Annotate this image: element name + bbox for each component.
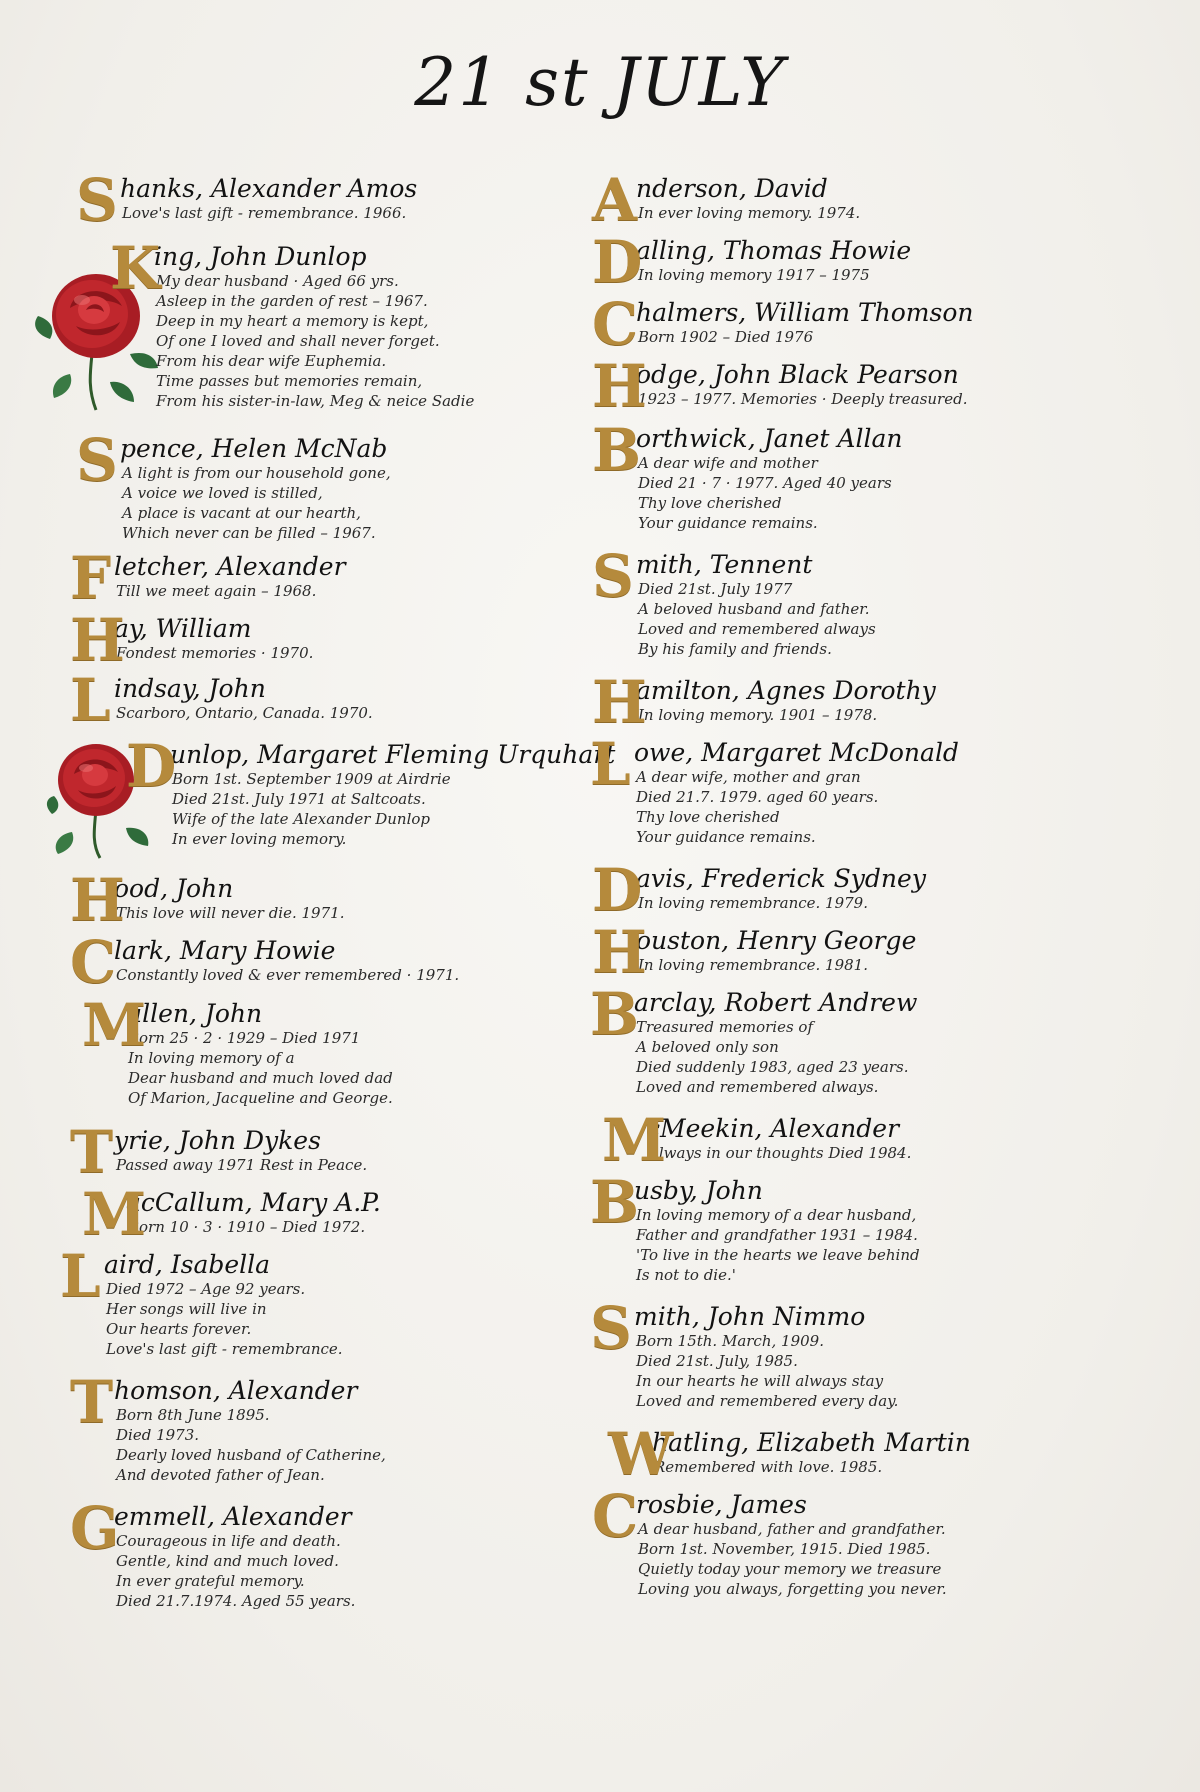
entry-name: ouston, Henry George xyxy=(636,926,917,955)
entry-name: hanks, Alexander Amos xyxy=(120,174,418,203)
illuminated-initial: M xyxy=(602,1106,667,1174)
entry-line: A light is from our household gone, xyxy=(122,464,391,482)
entry-line: My dear husband · Aged 66 yrs. xyxy=(156,272,399,290)
entry-name: ullen, John xyxy=(126,999,263,1028)
entry-line: Constantly loved & ever remembered · 1971. xyxy=(116,966,460,984)
memorial-entry xyxy=(70,928,594,996)
entry-name: rosbie, James xyxy=(636,1490,807,1519)
entry-line: From his dear wife Euphemia. xyxy=(156,352,387,370)
memorial-entry xyxy=(70,1494,594,1611)
entry-line: A voice we loved is stilled, xyxy=(122,484,323,502)
page-title: 21 st JULY xyxy=(414,44,786,121)
entry-line: Quietly today your memory we treasure xyxy=(638,1560,942,1578)
illuminated-initial: G xyxy=(70,1494,120,1562)
illuminated-initial: B xyxy=(592,416,642,484)
entry-line: In loving memory of a xyxy=(128,1049,295,1067)
entry-name: indsay, John xyxy=(114,674,266,703)
entry-line: Loving you always, forgetting you never. xyxy=(638,1580,947,1598)
entry-line: Thy love cherished xyxy=(636,808,780,826)
entry-name: emmell, Alexander xyxy=(114,1502,352,1531)
entry-line: Asleep in the garden of rest – 1967. xyxy=(156,292,428,310)
memorial-entry xyxy=(70,866,594,934)
memorial-entry xyxy=(592,856,1114,924)
illuminated-initial: H xyxy=(70,866,125,934)
entry-line: Born 10 · 3 · 1910 – Died 1972. xyxy=(128,1218,366,1236)
entry-line: Born 8th June 1895. xyxy=(116,1406,270,1424)
entry-line: In our hearts he will always stay xyxy=(636,1372,884,1390)
entry-line: Loved and remembered every day. xyxy=(636,1392,899,1410)
memorial-entry xyxy=(590,980,1114,1097)
entry-name: ood, John xyxy=(114,874,234,903)
entry-name: owe, Margaret McDonald xyxy=(634,738,959,767)
memorial-entry xyxy=(74,1180,594,1248)
memorial-entry xyxy=(592,1482,1114,1599)
entry-line: Born 1902 – Died 1976 xyxy=(638,328,814,346)
entry-name: mith, John Nimmo xyxy=(634,1302,866,1331)
entry-name: avis, Frederick Sydney xyxy=(636,864,926,893)
entry-line: Died 1972 – Age 92 years. xyxy=(106,1280,306,1298)
illuminated-initial: D xyxy=(592,228,643,296)
illuminated-initial: H xyxy=(592,668,647,736)
memorial-entry xyxy=(592,416,1114,533)
illuminated-initial: L xyxy=(70,666,111,734)
entry-line: Love's last gift - remembrance. xyxy=(106,1340,343,1358)
entry-line: Loved and remembered always xyxy=(638,620,876,638)
entry-line: Died 21.7. 1979. aged 60 years. xyxy=(636,788,879,806)
entry-line: In loving remembrance. 1981. xyxy=(638,956,868,974)
entry-name: ing, John Dunlop xyxy=(154,242,367,271)
entry-line: Passed away 1971 Rest in Peace. xyxy=(116,1156,368,1174)
entry-name: homson, Alexander xyxy=(114,1376,358,1405)
memorial-entry xyxy=(592,290,1114,358)
illuminated-initial: H xyxy=(592,352,647,420)
illuminated-initial: H xyxy=(70,606,125,674)
entry-name: letcher, Alexander xyxy=(114,552,346,581)
entry-line: Love's last gift - remembrance. 1966. xyxy=(122,204,407,222)
entry-line: Scarboro, Ontario, Canada. 1970. xyxy=(116,704,373,722)
entry-name: odge, John Black Pearson xyxy=(636,360,959,389)
illuminated-initial: S xyxy=(590,1294,632,1362)
entry-name: ay, William xyxy=(114,614,252,643)
memorial-entry xyxy=(70,544,594,612)
entry-name: aird, Isabella xyxy=(104,1250,271,1279)
entry-line: In ever loving memory. 1974. xyxy=(638,204,861,222)
entry-line: A dear husband, father and grandfather. xyxy=(638,1520,946,1538)
illuminated-initial: S xyxy=(76,426,118,494)
memorial-entry xyxy=(70,1368,594,1485)
memorial-entry xyxy=(592,542,1114,659)
entry-line: Of Marion, Jacqueline and George. xyxy=(128,1089,393,1107)
entry-line: In ever grateful memory. xyxy=(116,1572,305,1590)
entry-name: amilton, Agnes Dorothy xyxy=(636,676,936,705)
entry-name: hatling, Elizabeth Martin xyxy=(652,1428,971,1457)
illuminated-initial: C xyxy=(592,290,639,358)
memorial-entry xyxy=(74,426,594,543)
entry-line: Courageous in life and death. xyxy=(116,1532,341,1550)
illuminated-initial: M xyxy=(82,991,147,1059)
memorial-entry xyxy=(594,1106,1114,1174)
memorial-entry xyxy=(590,1168,1114,1285)
entry-line: Born 25 · 2 · 1929 – Died 1971 xyxy=(128,1029,361,1047)
entry-line: In loving memory of a dear husband, xyxy=(636,1206,917,1224)
entry-line: Wife of the late Alexander Dunlop xyxy=(172,810,431,828)
entry-name: nderson, David xyxy=(636,174,828,203)
illuminated-initial: S xyxy=(76,166,118,234)
entry-line: Time passes but memories remain, xyxy=(156,372,423,390)
illuminated-initial: C xyxy=(70,928,117,996)
entry-line: Your guidance remains. xyxy=(638,514,818,532)
entry-name: alling, Thomas Howie xyxy=(636,236,912,265)
entry-line: Treasured memories of xyxy=(636,1018,814,1036)
entry-line: Died 21st. July 1977 xyxy=(638,580,793,598)
illuminated-initial: C xyxy=(592,1482,639,1550)
entry-line: Born 1st. November, 1915. Died 1985. xyxy=(638,1540,931,1558)
entry-line: Is not to die.' xyxy=(636,1266,736,1284)
illuminated-initial: F xyxy=(70,544,112,612)
memorial-entry xyxy=(592,228,1114,296)
entry-line: By his family and friends. xyxy=(638,640,832,658)
entry-line: Till we meet again – 1968. xyxy=(116,582,317,600)
memorial-entry xyxy=(74,234,594,411)
entry-line: Thy love cherished xyxy=(638,494,782,512)
entry-line: And devoted father of Jean. xyxy=(116,1466,325,1484)
entry-line: 1923 – 1977. Memories · Deeply treasured. xyxy=(638,390,968,408)
illuminated-initial: H xyxy=(592,918,647,986)
entry-line: Of one I loved and shall never forget. xyxy=(156,332,440,350)
entry-name: lark, Mary Howie xyxy=(114,936,336,965)
entry-line: From his sister-in-law, Meg & neice Sadie xyxy=(156,392,475,410)
memorial-entry xyxy=(70,1118,594,1186)
illuminated-initial: B xyxy=(590,1168,640,1236)
memorial-entry xyxy=(590,730,1114,847)
entry-line: Died 21st. July 1971 at Saltcoats. xyxy=(172,790,426,808)
entry-name: yrie, John Dykes xyxy=(114,1126,321,1155)
entry-line: Loved and remembered always. xyxy=(636,1078,879,1096)
illuminated-initial: K xyxy=(110,234,161,302)
memorial-entry xyxy=(74,991,594,1108)
memorial-entry xyxy=(592,668,1114,736)
memorial-entry xyxy=(592,352,1114,420)
entry-line: A dear wife, mother and gran xyxy=(636,768,861,786)
memorial-entry xyxy=(70,606,594,674)
entry-name: halmers, William Thomson xyxy=(636,298,974,327)
entry-line: Which never can be filled – 1967. xyxy=(122,524,376,542)
memorial-entry xyxy=(70,666,594,734)
memorial-entry xyxy=(74,732,616,849)
entry-line: Deep in my heart a memory is kept, xyxy=(156,312,429,330)
entry-line: In loving remembrance. 1979. xyxy=(638,894,868,912)
illuminated-initial: D xyxy=(126,732,177,800)
entry-line: A place is vacant at our hearth, xyxy=(122,504,361,522)
illuminated-initial: B xyxy=(590,980,640,1048)
entry-line: Died 21 · 7 · 1977. Aged 40 years xyxy=(638,474,892,492)
memorial-entry xyxy=(74,166,594,234)
illuminated-initial: L xyxy=(60,1242,101,1310)
memorial-entry xyxy=(592,166,1114,234)
memorial-entry xyxy=(60,1242,594,1359)
entry-name: pence, Helen McNab xyxy=(120,434,388,463)
entry-line: 'To live in the hearts we leave behind xyxy=(636,1246,920,1264)
entry-line: In ever loving memory. xyxy=(172,830,347,848)
illuminated-initial: M xyxy=(82,1180,147,1248)
illuminated-initial: A xyxy=(592,166,638,234)
illuminated-initial: D xyxy=(592,856,643,924)
memorial-entry xyxy=(592,918,1114,986)
illuminated-initial: T xyxy=(70,1118,114,1186)
entry-line: Our hearts forever. xyxy=(106,1320,252,1338)
entry-name: unlop, Margaret Fleming Urquhart xyxy=(170,740,616,769)
entry-line: A dear wife and mother xyxy=(638,454,818,472)
entry-line: A beloved husband and father. xyxy=(638,600,870,618)
entry-line: Died 1973. xyxy=(116,1426,200,1444)
memorial-entry xyxy=(594,1420,1114,1488)
entry-name: arclay, Robert Andrew xyxy=(634,988,918,1017)
entry-line: Died 21.7.1974. Aged 55 years. xyxy=(116,1592,356,1610)
entry-line: In loving memory 1917 – 1975 xyxy=(638,266,870,284)
entry-name: cMeekin, Alexander xyxy=(646,1114,900,1143)
memorial-entry xyxy=(590,1294,1114,1411)
entry-line: A beloved only son xyxy=(636,1038,779,1056)
entry-line: Dearly loved husband of Catherine, xyxy=(116,1446,386,1464)
entry-name: usby, John xyxy=(634,1176,763,1205)
entry-line: Born 1st. September 1909 at Airdrie xyxy=(172,770,451,788)
entry-line: Born 15th. March, 1909. xyxy=(636,1332,824,1350)
illuminated-initial: L xyxy=(590,730,631,798)
entry-line: Remembered with love. 1985. xyxy=(654,1458,883,1476)
illuminated-initial: W xyxy=(608,1420,674,1488)
entry-line: Always in our thoughts Died 1984. xyxy=(648,1144,912,1162)
entry-line: Dear husband and much loved dad xyxy=(128,1069,393,1087)
entry-line: In loving memory. 1901 – 1978. xyxy=(638,706,878,724)
illuminated-initial: S xyxy=(592,542,634,610)
entry-line: Gentle, kind and much loved. xyxy=(116,1552,339,1570)
entry-line: Your guidance remains. xyxy=(636,828,816,846)
entry-name: acCallum, Mary A.P. xyxy=(126,1188,381,1217)
entry-line: Fondest memories · 1970. xyxy=(116,644,314,662)
entry-name: mith, Tennent xyxy=(636,550,813,579)
entry-line: This love will never die. 1971. xyxy=(116,904,345,922)
entry-line: Died 21st. July, 1985. xyxy=(636,1352,798,1370)
illuminated-initial: T xyxy=(70,1368,114,1436)
entry-name: orthwick, Janet Allan xyxy=(636,424,903,453)
entry-line: Died suddenly 1983, aged 23 years. xyxy=(636,1058,909,1076)
entry-line: Her songs will live in xyxy=(106,1300,267,1318)
entry-line: Father and grandfather 1931 – 1984. xyxy=(636,1226,918,1244)
